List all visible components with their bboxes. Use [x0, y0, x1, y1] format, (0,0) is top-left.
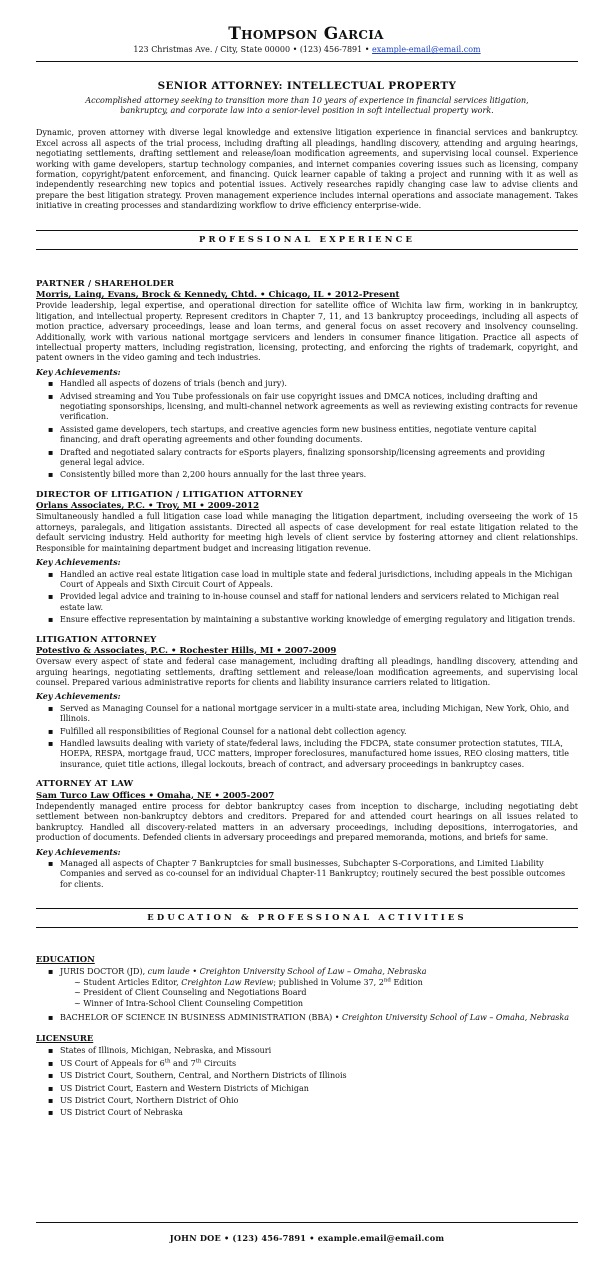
achievement-item: ▪ Advised streaming and You Tube professionals on fair use copyright issues and DMCA notices, including drafting and negotiating sponsorships, licensing, and multi-channel network agreements as well as reviewing existing contracts for revenue verification. [48, 392, 578, 423]
licensure-heading: LICENSURE [36, 1033, 94, 1044]
education-list [48, 967, 578, 1023]
achievement-item: ▪ Drafted and negotiated salary contracts for eSports players, finalizing sponsorship/licensing agreements and providing general legal advice. [48, 448, 578, 469]
job-entry [36, 490, 578, 626]
contact-line [36, 45, 578, 56]
job-organization: Morris, Laing, Evans, Brock & Kennedy, Chtd. • Chicago, IL • 2012-Present [36, 290, 400, 301]
section-heading-education: EDUCATION & PROFESSIONAL ACTIVITIES [36, 908, 578, 928]
licensure-item: ▪ US Court of Appeals for 6th and 7th Circuits [48, 1059, 578, 1069]
summary-paragraph: Dynamic, proven attorney with diverse legal knowledge and extensive litigation experience in financial services and bankruptcy. Excel across all aspects of the trial process, including drafting all pleadings, handling discovery, attending and arguing hearings, negotiating settlements, drafting settlement and release/loan modification agreements, and supervising local counsel. Experience working with game developers, startup technology companies, and internet companies covering issues such as licensing, company formation, copyright/patent enforcement, and financing. Quick learner capable of taking a project and running with it as well as independently researching new topics and potential issues. Actively researches rapidly changing case law to advise clients and prepare the best litigation strategy. Proven management experience includes internal operations and associate management. Takes initiative in creating processes and standardizing workflow to drive efficiency enterprise-wide. [36, 128, 578, 211]
achievement-item: ▪ Ensure effective representation by maintaining a substantive working knowledge of emerging regulatory and litigation trends. [48, 615, 578, 625]
achievement-item: ▪ Handled lawsuits dealing with variety of state/federal laws, including the FDCPA, state consumer protection statutes, TILA, HOEPA, RESPA, mortgage fraud, UCC matters, improper foreclosures, manufactured home issues, REO closing matters, title insurance, quiet title actions, illegal lockouts, breach of contract, and adversary proceedings in bankruptcy cases. [48, 739, 578, 770]
achievement-item: ▪ Assisted game developers, tech startups, and creative agencies form new business entities, negotiate venture capital financing, and draft operating agreements and other founding documents. [48, 425, 578, 446]
header-rule [36, 61, 578, 62]
key-achievements-label: Key Achievements: [36, 557, 121, 568]
key-achievements-label: Key Achievements: [36, 846, 121, 857]
achievement-item: ▪ Fulfilled all responsibilities of Regional Counsel for a national debt collection agency. [48, 727, 578, 737]
key-achievements-label: Key Achievements: [36, 366, 121, 377]
degree-school: • Creighton University School of Law – Omaha, Nebraska [189, 967, 427, 977]
job-title: LITIGATION ATTORNEY [36, 634, 157, 645]
achievement-item: ▪ Handled an active real estate litigation case load in multiple state and federal jurisdictions, including appeals in the Michigan Court of Appeals and Sixth Circuit Court of Appeals. [48, 570, 578, 591]
email-link[interactable]: example-email@email.com [372, 45, 481, 55]
achievement-list [48, 379, 578, 481]
achievement-item: ▪ Managed all aspects of Chapter 7 Bankruptcies for small businesses, Subchapter S-Corporations, and Limited Liability Companies and served as co-counsel for an individual Chapter-11 Bankruptcy; routinely secured the best possible outcomes for clients. [48, 859, 578, 890]
job-title: PARTNER / SHAREHOLDER [36, 278, 175, 289]
achievement-item: ▪ Consistently billed more than 2,200 hours annually for the last three years. [48, 470, 578, 480]
job-organization: Sam Turco Law Offices • Omaha, NE • 2005-2007 [36, 790, 275, 801]
achievement-list [48, 859, 578, 890]
page-footer: JOHN DOE • (123) 456-7891 • example.email@email.com [36, 1222, 578, 1244]
job-description: Provide leadership, legal expertise, and operational direction for satellite office of Wichita law firm, working in in bankruptcy, litigation, and intellectual property. Represent creditors in Chapter 7, 11, and 13 bankruptcy proceedings, including all aspects of motion practice, adversary proceedings, lease and loan terms, and general focus on asset recovery and insolvency counseling. Additionally, work with various national mortgage servicers and lenders in consumer finance litigation. Practice all aspects of intellectual property matters, including registration, licensing, protecting, and enforcing the rights of trademark, copyright, and patent owners in the video gaming and tech industries. [36, 301, 578, 363]
degree-name: BACHELOR OF SCIENCE IN BUSINESS ADMINISTRATION (BBA) • [60, 1012, 343, 1022]
degree-detail: ~ Student Articles Editor, Creighton Law Review; published in Volume 37, 2nd Edition [74, 977, 423, 987]
degree-detail: ~ President of Client Counseling and Negotiations Board [74, 988, 307, 998]
licensure-item: ▪ US District Court of Nebraska [48, 1108, 578, 1118]
licensure-list [48, 1046, 578, 1118]
job-organization: Potestivo & Associates, P.C. • Rochester Hills, MI • 2007-2009 [36, 645, 337, 656]
achievement-item: ▪ Provided legal advice and training to in-house counsel and staff for national lenders and servicers related to Michigan real estate law. [48, 592, 578, 613]
education-heading: EDUCATION [36, 954, 95, 965]
degree-honor: cum laude [147, 967, 190, 977]
degree-detail: ~ Winner of Intra-School Client Counseling Competition [74, 998, 304, 1008]
headline: SENIOR ATTORNEY: INTELLECTUAL PROPERTY [157, 79, 457, 92]
job-title: DIRECTOR OF LITIGATION / LITIGATION ATTORNEY [36, 489, 303, 500]
licensure-item: ▪ US District Court, Northern District of Ohio [48, 1096, 578, 1106]
contact-address: 123 Christmas Ave. / City, State 00000 • (123) 456-7891 • [133, 45, 373, 55]
licensure-item: ▪ US District Court, Eastern and Western Districts of Michigan [48, 1084, 578, 1094]
achievement-list [48, 570, 578, 626]
job-description: Oversaw every aspect of state and federal case management, including drafting all pleadings, handling discovery, attending and arguing hearings, negotiating settlements, drafting settlement and release/loan modification agreements, and supervising local counsel. Prepared various administrative reports for clients and liability insurance carriers related to litigation. [36, 657, 578, 687]
achievement-list [48, 704, 578, 770]
job-organization: Orlans Associates, P.C. • Troy, MI • 2009-2012 [36, 501, 260, 512]
degree-item [48, 967, 578, 1009]
candidate-name: Thompson Garcia [228, 24, 384, 44]
tagline: Accomplished attorney seeking to transition more than 10 years of experience in financial services litigation, bankruptcy, and corporate law into a senior-level position in soft intellectual property work. [85, 95, 529, 116]
licensure-item: ▪ States of Illinois, Michigan, Nebraska, and Missouri [48, 1046, 578, 1056]
degree-name: JURIS DOCTOR (JD), [60, 967, 148, 977]
job-entry [36, 279, 578, 481]
job-title: ATTORNEY AT LAW [36, 779, 134, 790]
job-description: Simultaneously handled a full litigation case load while managing the litigation department, including overseeing the work of 15 attorneys, paralegals, and litigation assistants. Directed all aspects of case development for real estate litigation related to the default servicing industry. Held authority for meeting high levels of client service by fostering attorney and client relationships. Responsible for maintaining department budget and increasing litigation revenue. [36, 512, 578, 553]
job-entry [36, 779, 578, 890]
job-entry [36, 635, 578, 771]
achievement-item: ▪ Served as Managing Counsel for a national mortgage servicer in a multi-state area, including Michigan, New York, Ohio, and Illinois. [48, 704, 578, 725]
degree-item [48, 1013, 578, 1023]
achievement-item: ▪ Handled all aspects of dozens of trials (bench and jury). [48, 379, 578, 389]
section-heading-experience: PROFESSIONAL EXPERIENCE [36, 230, 578, 250]
job-description: Independently managed entire process for debtor bankruptcy cases from inception to discharge, including negotiating debt settlement between non-bankruptcy debtors and creditors. Prepared for and attended court hearings on all issues related to bankruptcy. Handled all discovery-related matters in an adversary proceedings, including depositions, interrogatories, and production of documents. Defended clients in adversary proceedings and prepared memoranda, motions, and briefs for same. [36, 801, 578, 843]
degree-school: Creighton University School of Law – Omaha, Nebraska [342, 1012, 570, 1022]
licensure-item: ▪ US District Court, Southern, Central, and Northern Districts of Illinois [48, 1071, 578, 1081]
key-achievements-label: Key Achievements: [36, 691, 121, 702]
